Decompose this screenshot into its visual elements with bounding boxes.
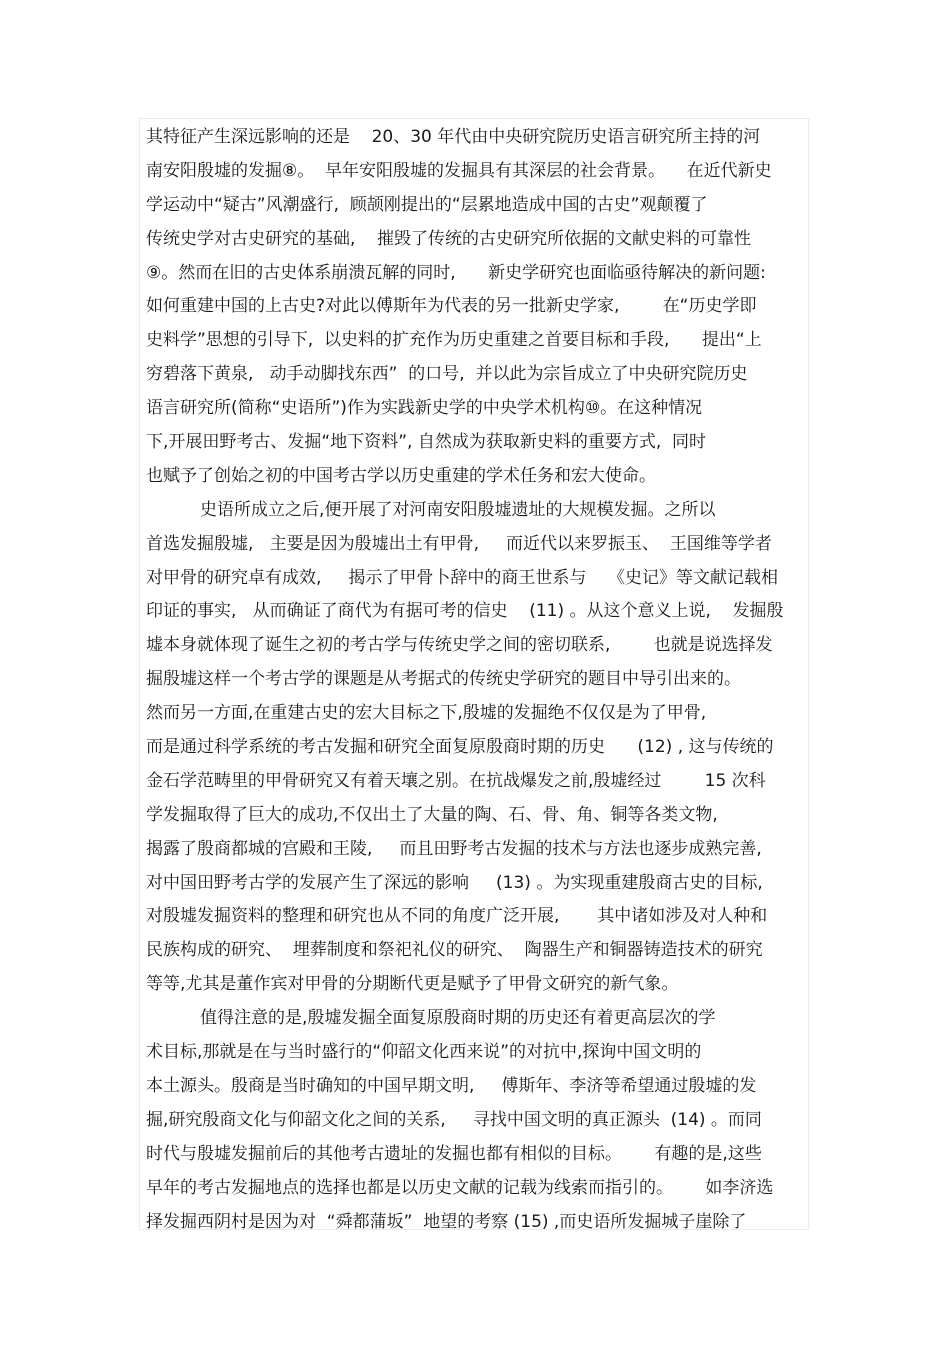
paragraph-start-line: 值得注意的是,殷墟发掘全面复原殷商时期的历史还有着更高层次的学 bbox=[146, 1008, 716, 1029]
text-line: 首选发掘殷墟, 主要是因为殷墟出土有甲骨, 而近代以来罗振玉、 王国维等学者 bbox=[146, 533, 772, 554]
text-line: 语言研究所(简称“史语所”)作为实践新史学的中央学术机构⑩。在这种情况 bbox=[146, 398, 703, 419]
paragraph-start-line: 史语所成立之后,便开展了对河南安阳殷墟遗址的大规模发掘。之所以 bbox=[146, 499, 716, 520]
text-line: 史料学”思想的引导下, 以史料的扩充作为历史重建之首要目标和手段, 提出“上 bbox=[146, 330, 762, 351]
text-line: 掘殷墟这样一个考古学的课题是从考据式的传统史学研究的题目中导引出来的。 bbox=[146, 669, 741, 690]
text-line: 下,开展田野考古、发掘“地下资料”, 自然成为获取新史料的重要方式, 同时 bbox=[146, 432, 707, 453]
text-line: 南安阳殷墟的发掘⑧。 早年安阳殷墟的发掘具有其深层的社会背景。 在近代新史 bbox=[146, 160, 772, 181]
text-line: 墟本身就体现了诞生之初的考古学与传统史学之间的密切联系, 也就是说选择发 bbox=[146, 635, 773, 656]
text-line: ⑨。然而在旧的古史体系崩溃瓦解的同时, 新史学研究也面临亟待解决的新问题: bbox=[146, 262, 766, 283]
text-line: 印证的事实, 从而确证了商代为有据可考的信史 (11) 。从这个意义上说, 发掘殷 bbox=[146, 601, 784, 622]
text-line: 民族构成的研究、 埋葬制度和祭祀礼仪的研究、 陶器生产和铜器铸造技术的研究 bbox=[146, 940, 763, 961]
text-line: 穷碧落下黄泉, 动手动脚找东西” 的口号, 并以此为宗旨成立了中央研究院历史 bbox=[146, 364, 748, 385]
text-line: 择发掘西阴村是因为对 “舜都蒲坂” 地望的考察 (15) ,而史语所发掘城子崖除了 bbox=[146, 1211, 747, 1232]
text-line: 也赋予了创始之初的中国考古学以历史重建的学术任务和宏大使命。 bbox=[146, 465, 656, 486]
text-line: 揭露了殷商都城的宫殿和王陵, 而且田野考古发掘的技术与方法也逐步成熟完善, bbox=[146, 838, 762, 859]
text-line: 如何重建中国的上古史?对此以傅斯年为代表的另一批新史学家, 在“历史学即 bbox=[146, 296, 757, 317]
text-line: 学运动中“疑古”风潮盛行, 顾颉刚提出的“层累地造成中国的古史”观颠覆了 bbox=[146, 194, 708, 215]
text-line: 对殷墟发掘资料的整理和研究也从不同的角度广泛开展, 其中诸如涉及对人种和 bbox=[146, 906, 768, 927]
text-line: 等等,尤其是董作宾对甲骨的分期断代更是赋予了甲骨文研究的新气象。 bbox=[146, 974, 679, 995]
text-line: 金石学范畴里的甲骨研究又有着天壤之别。在抗战爆发之前,殷墟经过 15 次科 bbox=[146, 770, 766, 791]
text-line: 术目标,那就是在与当时盛行的“仰韶文化西来说”的对抗中,探询中国文明的 bbox=[146, 1042, 702, 1063]
text-line: 本土源头。殷商是当时确知的中国早期文明, 傅斯年、李济等希望通过殷墟的发 bbox=[146, 1075, 757, 1096]
text-line: 时代与殷墟发掘前后的其他考古遗址的发掘也都有相似的目标。 有趣的是,这些 bbox=[146, 1143, 762, 1164]
text-line: 其特征产生深远影响的还是 20、30 年代由中央研究院历史语言研究所主持的河 bbox=[146, 127, 761, 147]
text-line: 然而另一方面,在重建古史的宏大目标之下,殷墟的发掘绝不仅仅是为了甲骨, bbox=[146, 703, 707, 724]
text-line: 早年的考古发掘地点的选择也都是以历史文献的记载为线索而指引的。 如李济选 bbox=[146, 1177, 774, 1198]
text-line: 而是通过科学系统的考古发掘和研究全面复原殷商时期的历史 (12) , 这与传统的 bbox=[146, 737, 774, 758]
text-line: 对中国田野考古学的发展产生了深远的影响 (13) 。为实现重建殷商古史的目标, bbox=[146, 872, 763, 893]
text-line: 传统史学对古史研究的基础, 摧毁了传统的古史研究所依据的文献史料的可靠性 bbox=[146, 228, 752, 249]
text-line: 对甲骨的研究卓有成效, 揭示了甲骨卜辞中的商王世系与 《史记》等文献记载相 bbox=[146, 567, 779, 588]
document-body bbox=[146, 121, 816, 1239]
text-line: 学发掘取得了巨大的成功,不仅出土了大量的陶、石、骨、角、铜等各类文物, bbox=[146, 804, 718, 825]
text-line: 掘,研究殷商文化与仰韶文化之间的关系, 寻找中国文明的真正源头 (14) 。而同 bbox=[146, 1109, 762, 1130]
